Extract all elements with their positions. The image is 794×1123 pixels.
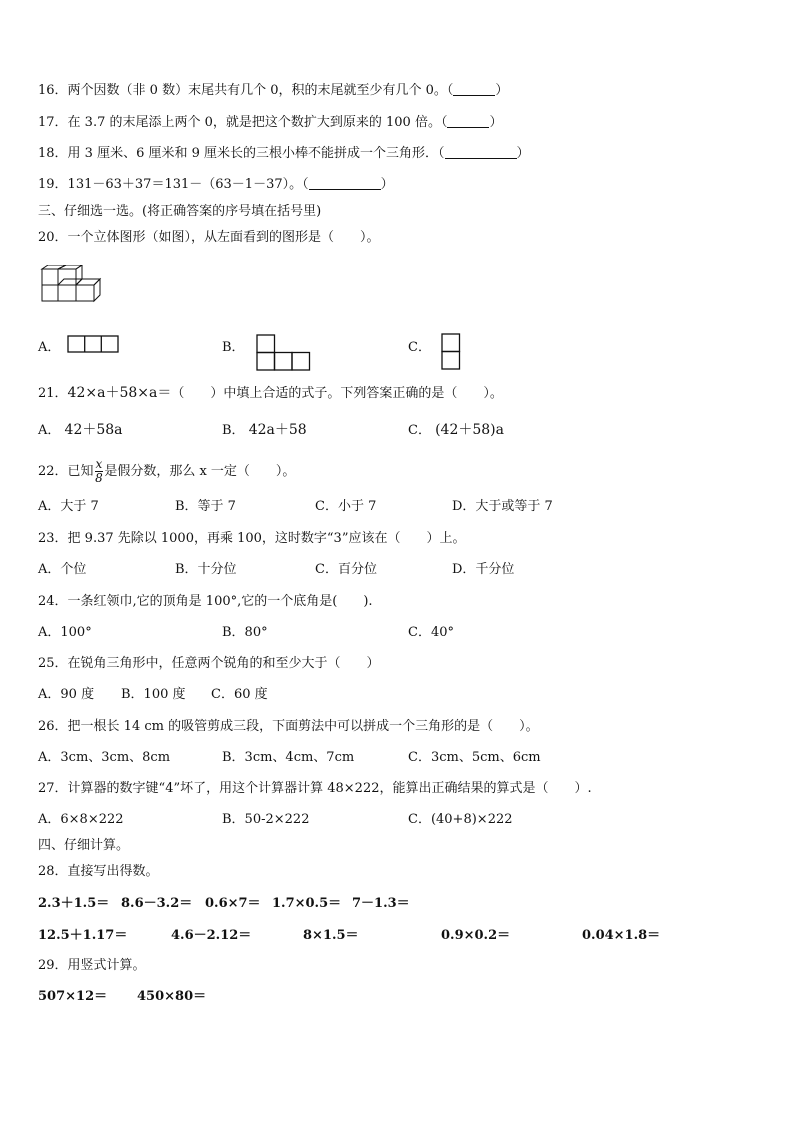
question-26-text: 26．把一根长 14 cm 的吸管剪成三段，下面剪法中可以拼成一个三角形的是（ ）。 (38, 719, 539, 734)
section-4-heading: 四、仔细计算。 (38, 838, 130, 853)
q25-option-b[interactable]: B．100 度 (121, 687, 186, 702)
question-24-text: 24．一条红领巾,它的顶角是 100°,它的一个底角是( ). (38, 594, 373, 609)
option-b-l-shape-icon (256, 334, 311, 372)
question-23-text: 23．把 9.37 先除以 1000，再乘 100，这时数字“3”应该在（ ）上。 (38, 531, 466, 546)
q27-option-b[interactable]: B．50-2×222 (222, 812, 310, 827)
vertical-calc-item: 450×80＝ (137, 989, 207, 1004)
q20-option-a-label[interactable]: A． (38, 340, 61, 355)
solid-figure-icon (40, 265, 102, 305)
vertical-calc-item: 507×12＝ (38, 989, 108, 1004)
question-16: 16．两个因数（非 0 数）末尾共有几个 0，积的末尾就至少有几个 0。（ ） (38, 83, 509, 98)
calc-item: 0.9×0.2＝ (441, 928, 511, 943)
calc-item: 4.6－2.12＝ (171, 928, 252, 943)
q25-option-a[interactable]: A．90 度 (38, 687, 95, 702)
q23-option-c[interactable]: C．百分位 (315, 562, 377, 577)
question-19-text: 19．131－63＋37＝131－（63－1－37）。（ (38, 177, 309, 192)
question-19: 19．131－63＋37＝131－（63－1－37）。（ ） (38, 177, 394, 192)
q25-option-c[interactable]: C．60 度 (211, 687, 268, 702)
q23-option-b[interactable]: B．十分位 (175, 562, 237, 577)
question-29-text: 29．用竖式计算。 (38, 958, 146, 973)
question-17-text: 17．在 3.7 的末尾添上两个 0，就是把这个数扩大到原来的 100 倍。（ (38, 115, 448, 130)
question-21: 21．42×a＋58×a＝（ ）中填上合适的式子。下列答案正确的是（ ）。 (38, 385, 503, 401)
question-17: 17．在 3.7 的末尾添上两个 0，就是把这个数扩大到原来的 100 倍。（ ） (38, 115, 503, 130)
question-28-text: 28．直接写出得数。 (38, 864, 159, 879)
q26-option-b[interactable]: B．3cm、4cm、7cm (222, 750, 355, 765)
calc-item: 0.04×1.8＝ (582, 928, 661, 943)
answer-blank-16[interactable] (453, 82, 495, 96)
q27-option-a[interactable]: A．6×8×222 (38, 812, 124, 827)
q22-option-d[interactable]: D．大于或等于 7 (452, 499, 553, 514)
option-c-stacked-squares-icon (441, 333, 461, 371)
calc-item: 12.5＋1.17＝ (38, 928, 128, 943)
q20-option-c-label[interactable]: C． (408, 340, 431, 355)
calc-item: 1.7×0.5＝ (272, 896, 342, 911)
q24-option-a[interactable]: A．100° (38, 625, 92, 640)
answer-blank-19[interactable] (309, 176, 381, 190)
q21-option-a[interactable]: A． 42＋58a (38, 422, 123, 438)
q23-option-a[interactable]: A．个位 (38, 562, 87, 577)
question-22: 22．已知 $\frac{x}{8}$ 是假分数，那么 x 一定（ ）。 (38, 457, 296, 485)
q26-option-a[interactable]: A．3cm、3cm、8cm (38, 750, 171, 765)
question-20-text: 20．一个立体图形（如图），从左面看到的图形是（ ）。 (38, 230, 380, 245)
q24-option-c[interactable]: C．40° (408, 625, 454, 640)
q21-option-c[interactable]: C． (42＋58)a (408, 422, 504, 438)
question-16-text: 16．两个因数（非 0 数）末尾共有几个 0，积的末尾就至少有几个 0。（ (38, 83, 454, 98)
question-25-text: 25．在锐角三角形中，任意两个锐角的和至少大于（ ） (38, 656, 380, 671)
q20-option-b-label[interactable]: B． (222, 340, 245, 355)
answer-blank-18[interactable] (445, 145, 517, 159)
calc-item: 0.6×7＝ (205, 896, 261, 911)
q26-option-c[interactable]: C．3cm、5cm、6cm (408, 750, 541, 765)
question-27-text: 27．计算器的数字键“4”坏了，用这个计算器计算 48×222，能算出正确结果的算式是（ ）. (38, 781, 592, 796)
q21-option-b[interactable]: B． 42a＋58 (222, 422, 307, 438)
calc-item: 2.3＋1.5＝ (38, 896, 110, 911)
section-3-heading: 三、仔细选一选。(将正确答案的序号填在括号里) (38, 204, 322, 219)
q21-expression: 42×a＋58×a＝ (67, 385, 172, 401)
option-a-three-squares-icon (67, 335, 119, 354)
calc-item: 7－1.3＝ (352, 896, 410, 911)
q27-option-c[interactable]: C．(40+8)×222 (408, 812, 513, 827)
question-18-text: 18．用 3 厘米、6 厘米和 9 厘米长的三根小棒不能拼成一个三角形．（ (38, 146, 445, 161)
calc-item: 8.6－3.2＝ (121, 896, 193, 911)
calc-item: 8×1.5＝ (303, 928, 359, 943)
q22-option-a[interactable]: A．大于 7 (38, 499, 99, 514)
q22-option-c[interactable]: C．小于 7 (315, 499, 377, 514)
fraction-x-over-8: $\frac{x}{8}$ (95, 457, 103, 485)
question-18: 18．用 3 厘米、6 厘米和 9 厘米长的三根小棒不能拼成一个三角形．（ ） (38, 146, 530, 161)
q23-option-d[interactable]: D．千分位 (452, 562, 515, 577)
q22-option-b[interactable]: B．等于 7 (175, 499, 236, 514)
q24-option-b[interactable]: B．80° (222, 625, 268, 640)
answer-blank-17[interactable] (447, 114, 489, 128)
